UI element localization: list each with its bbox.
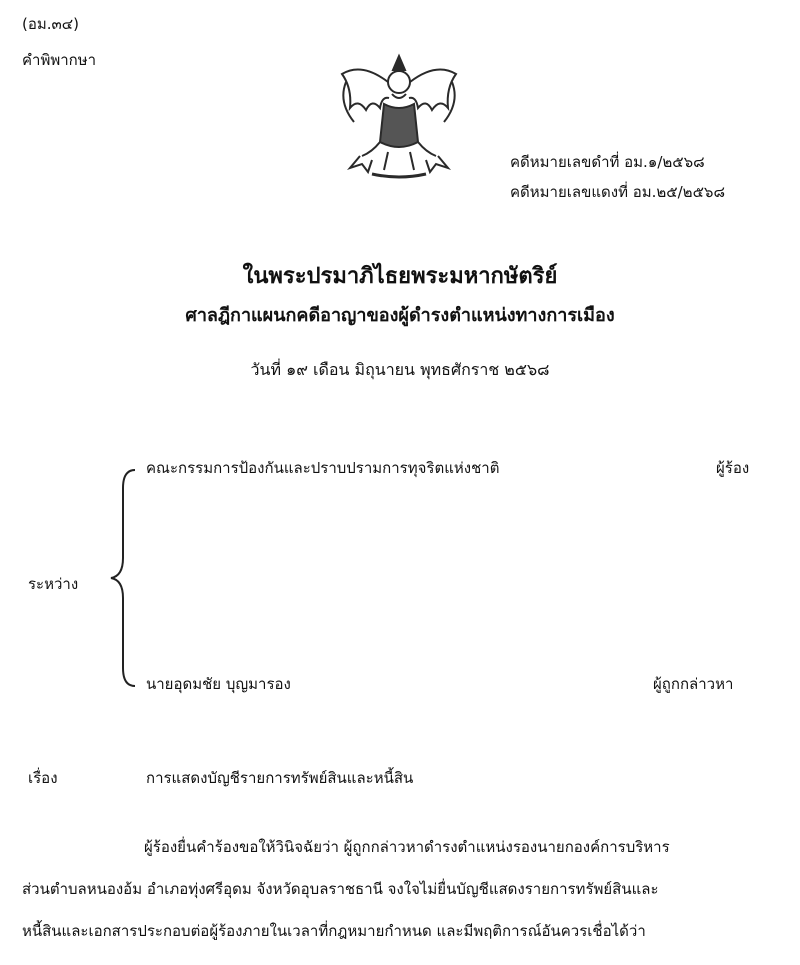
subject-value: การแสดงบัญชีรายการทรัพย์สินและหนี้สิน [146,769,414,787]
red-case-number: คดีหมายเลขแดงที่ อม.๒๕/๒๕๖๘ [510,183,726,201]
curly-brace-icon [105,458,145,698]
subject-label: เรื่อง [28,769,58,787]
royal-heading: ในพระปรมาภิไธยพระมหากษัตริย์ [242,264,558,289]
plaintiff-name: คณะกรรมการป้องกันและปราบปรามการทุจริตแห่งชาติ [146,459,500,477]
body-line: หนี้สินและเอกสารประกอบต่อผู้ร้องภายในเวลาที่กฎหมายกำหนด และมีพฤติการณ์อันควรเชื่อได้ว่า [22,922,646,940]
plaintiff-role: ผู้ร้อง [716,459,750,477]
between-label: ระหว่าง [28,575,79,593]
defendant-role: ผู้ถูกกล่าวหา [653,675,734,693]
body-line: ผู้ร้องยื่นคำร้องขอให้วินิจฉัยว่า ผู้ถูกกล่าวหาดำรงตำแหน่งรองนายกองค์การบริหาร [144,838,670,856]
court-name: ศาลฎีกาแผนกคดีอาญาของผู้ดำรงตำแหน่งทางการเมือง [185,305,615,326]
black-case-number: คดีหมายเลขดำที่ อม.๑/๒๕๖๘ [510,153,705,171]
judgment-date: วันที่ ๑๙ เดือน มิถุนายน พุทธศักราช ๒๕๖๘ [250,360,550,379]
document-type: คำพิพากษา [22,51,97,69]
defendant-name: นายอุดมชัย บุญมารอง [146,675,291,693]
form-code: (อม.๓๔) [22,15,79,33]
body-paragraph [22,826,757,952]
body-line: ส่วนตำบลหนองอ้ม อำเภอทุ่งศรีอุดม จังหวัดอุบลราชธานี จงใจไม่ยื่นบัญชีแสดงรายการทรัพย์สินและ [22,880,659,898]
garuda-emblem-icon [332,52,467,184]
